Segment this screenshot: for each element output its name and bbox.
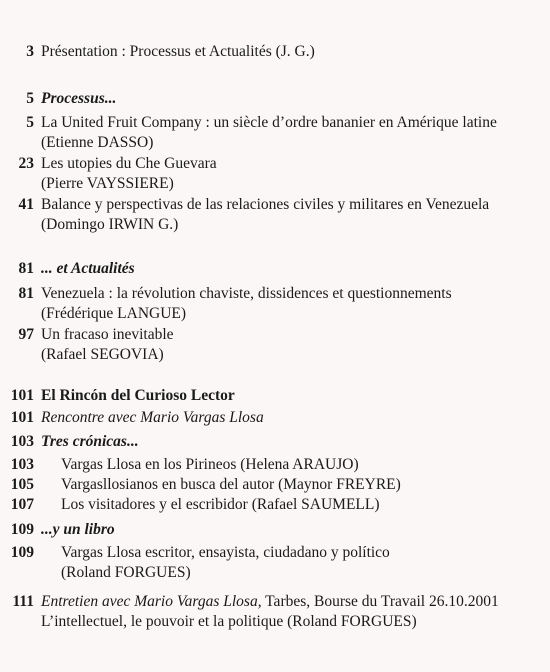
page-number: 105	[10, 476, 34, 493]
entry-title-italic: Entretien avec Mario Vargas Llosa,	[41, 593, 262, 610]
page-number: 3	[26, 43, 34, 60]
entry-author: (Roland FORGUES)	[61, 564, 191, 581]
entry-author: (Frédérique LANGUE)	[41, 305, 187, 322]
entry-title: Vargas Llosa en los Pirineos (Helena ARAUJO)	[61, 456, 359, 473]
page-number: 41	[18, 196, 34, 213]
entry-title: Présentation : Processus et Actualités (J. G.)	[41, 43, 315, 60]
entry-author: (Pierre VAYSSIERE)	[41, 175, 174, 192]
page-number: 81	[18, 285, 34, 302]
section-title: Tres crónicas...	[41, 433, 139, 450]
page-number: 109	[10, 521, 34, 538]
page-number: 103	[10, 433, 34, 450]
entry-subtitle: L’intellectuel, le pouvoir et la politique (Roland FORGUES)	[41, 613, 417, 630]
entry-title	[41, 592, 499, 612]
entry-title: Los visitadores y el escribidor (Rafael SAUMELL)	[61, 496, 380, 513]
section-title: El Rincón del Curioso Lector	[41, 387, 235, 404]
page-number: 101	[10, 409, 34, 426]
page-number: 97	[18, 326, 34, 343]
page-number: 111	[12, 593, 34, 610]
entry-title: Balance y perspectivas de las relaciones civiles y militares en Venezuela	[41, 196, 490, 213]
page-number: 103	[10, 456, 34, 473]
entry-title: Vargas Llosa escritor, ensayista, ciudadano y político	[61, 544, 390, 561]
page-number: 107	[10, 496, 34, 513]
entry-title: Un fracaso inevitable	[41, 326, 174, 343]
entry-title: Vargasllosianos en busca del autor (Maynor FREYRE)	[61, 476, 401, 493]
entry-title: Rencontre avec Mario Vargas Llosa	[41, 409, 264, 426]
entry-author: (Domingo IRWIN G.)	[41, 216, 179, 233]
entry-title-rest: Tarbes, Bourse du Travail 26.10.2001	[261, 593, 499, 610]
page-number: 5	[26, 90, 34, 107]
entry-author: (Etienne DASSO)	[41, 134, 154, 151]
page-number: 81	[18, 260, 34, 277]
page-number: 23	[18, 155, 34, 172]
section-title: Processus...	[41, 90, 117, 107]
entry-title: Les utopies du Che Guevara	[41, 155, 217, 172]
page-number: 101	[10, 387, 34, 404]
entry-title: La United Fruit Company : un siècle d’ordre bananier en Amérique latine	[41, 114, 497, 131]
entry-author: (Rafael SEGOVIA)	[41, 346, 164, 363]
entry-title: Venezuela : la révolution chaviste, dissidences et questionnements	[41, 285, 452, 302]
section-title: ...y un libro	[41, 521, 115, 538]
page-number: 5	[26, 114, 34, 131]
section-title: ... et Actualités	[41, 260, 135, 277]
page-number: 109	[10, 544, 34, 561]
